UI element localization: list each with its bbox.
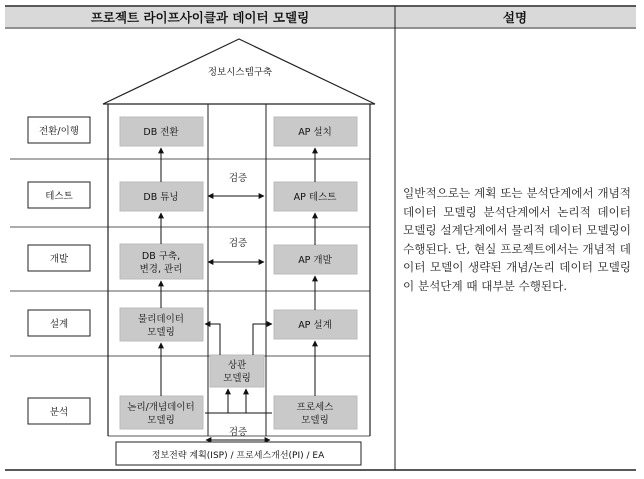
- diagram-header-title: 프로젝트 라이프사이클과 데이터 모델링: [90, 10, 310, 25]
- ap-test-label: AP 테스트: [293, 192, 337, 203]
- ap-design-label: AP 설계: [298, 320, 332, 331]
- physical-modeling-label-1: 물리데이터: [138, 314, 184, 325]
- logical-modeling-label-1: 논리/개념데이터: [127, 402, 195, 413]
- verify-label: 검증: [228, 173, 248, 184]
- process-modeling-label-1: 프로세스: [296, 402, 334, 413]
- ap-install-label: AP 설치: [298, 127, 332, 138]
- ap-dev-label: AP 개발: [298, 255, 332, 266]
- verify-label: 검증: [228, 427, 248, 438]
- db-tuning-label: DB 튜닝: [143, 192, 179, 203]
- verify-arrows: [206, 196, 270, 440]
- stage-label: 개발: [49, 254, 69, 265]
- verify-label: 검증: [228, 238, 248, 249]
- db-migration-label: DB 전환: [143, 127, 179, 138]
- description-text: 일반적으로는 계획 또는 분석단계에서 개념적 데이터 모델링 분석단계에서 논리적 데이터 모델링 설계단계에서 물리적 데이터 모델링이 수행된다. 단, 현실 프로젝트에서는 개념적 데이터 모델이 생략된 개념/논리 데이터 모델링이 분석단계 때 대부분 수행된다.: [403, 186, 631, 293]
- process-modeling-label-2: 모델링: [301, 415, 329, 426]
- foundation-label: 정보전략 계획(ISP) / 프로세스개선(PI) / EA: [151, 451, 325, 461]
- stage-labels: [28, 117, 90, 424]
- stage-label: 전환/이행: [39, 126, 79, 137]
- logical-modeling-label-2: 모델링: [147, 415, 175, 426]
- db-build-label-1: DB 구축,: [141, 251, 181, 262]
- stage-label: 테스트: [45, 191, 73, 202]
- physical-modeling-label-2: 모델링: [147, 327, 175, 338]
- db-build-label-2: 변경, 관리: [139, 264, 183, 275]
- correlation-modeling-label-1: 상관: [227, 360, 247, 371]
- description-header-title: 설명: [502, 10, 528, 25]
- stage-label: 분석: [49, 407, 69, 418]
- roof-label: 정보시스템구축: [207, 67, 273, 78]
- correlation-modeling-label-2: 모델링: [223, 373, 251, 384]
- stage-label: 설계: [49, 319, 69, 330]
